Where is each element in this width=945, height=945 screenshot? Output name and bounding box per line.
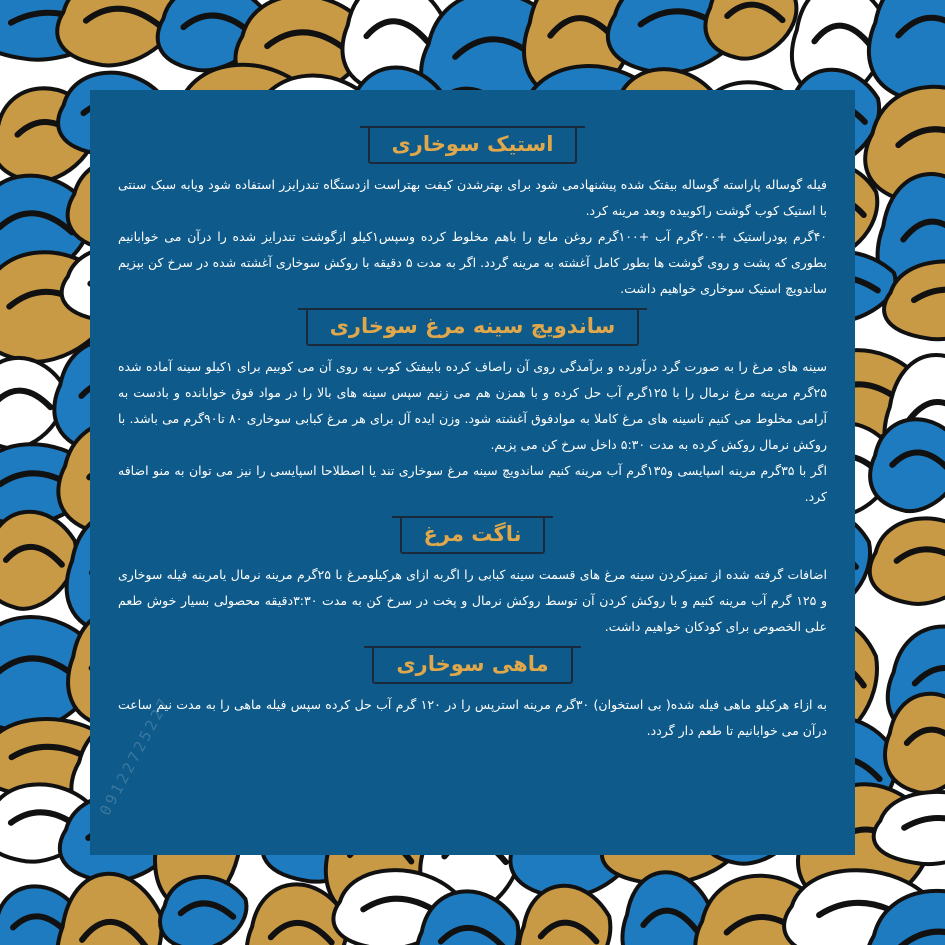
phone-watermark: 09122725227: [96, 693, 175, 819]
recipe-panel: [90, 90, 855, 855]
section-title-fish: ماهی سوخاری: [372, 646, 572, 684]
pattern-shape: [160, 877, 246, 945]
section-paragraph: فیله گوساله پاراسته گوساله بیفتک شده پیشنهادمی شود برای بهترشدن کیفت بهتراست ازدستگاه تندرایزر استفاده شود ویابه سبک سنتی با استیک کوب گوشت راکوبیده وبعد مرینه کرد.: [118, 177, 827, 218]
section-paragraph: اضافات گرفته شده از تمیزکردن سینه مرغ های قسمت سینه کبابی را اگربه ازای هرکیلومرغ با ۲۵گرم مرینه نرمال یامرینه فیله سوخاری و ۱۲۵ گرم آب مرینه کنیم و با روکش کردن آن توسط روکش نرمال و پخت در سرخ کن به مدت ۳:۳۰دقیقه محصولی بسیار خوش طعم علی الخصوص برای کودکان خواهیم داشت.: [118, 567, 827, 634]
section-title-nugget: ناگت مرغ: [400, 516, 546, 554]
section-title-steak: استیک سوخاری: [368, 126, 578, 164]
section-paragraph: ۴۰گرم پودراستیک +۲۰۰گرم آب +۱۰۰گرم روغن مایع را باهم مخلوط کرده وسپس۱کیلو ازگوشت تندرایز شده را درآن می خوابانیم بطوری که پشت و روی گوشت ها بطور کامل آغشته به مرینه گردد. اگر به مدت ۵ دقیقه با روکش سوخاری آغشته شده در سرخ کن بپزیم ساندویچ استیک سوخاری خواهیم داشت.: [118, 229, 828, 296]
section-paragraph: به ازاء هرکیلو ماهی فیله شده( بی استخوان) ۳۰گرم مرینه استرپس را در ۱۲۰ گرم آب حل کرده سپس فیله ماهی را به مدت نیم ساعت درآن می خوابانیم تا طعم دار گردد.: [118, 697, 827, 738]
section-paragraph: سینه های مرغ را به صورت گرد درآورده و برآمدگی روی آن راصاف کرده بابیفتک کوب به روی آن می کوبیم برای ۱کیلو سینه آماده شده ۲۵گرم مرینه مرغ نرمال را با ۱۲۵گرم آب حل کرده و با همزن هم می زنیم سپس سینه های بالا را در مواد فوق خوابانده و بادست به آرامی مخلوط می کنیم تاسینه های مرغ کاملا به موادفوق آغشته شود. وزن ایده آل برای هر مرغ کبابی سوخاری ۸۰ تا۹۰گرم می باشد. با روکش نرمال روکش کرده به مدت ۵:۳۰ داخل سرخ کن می پزیم.: [118, 359, 828, 452]
section-title-chicken-breast: ساندویچ سینه مرغ سوخاری: [306, 308, 640, 346]
section-paragraph: اگر با ۳۵گرم مرینه اسپایسی و۱۳۵گرم آب مرینه کنیم ساندویچ سینه مرغ سوخاری تند یا اصطلاحا اسپایسی را نیز می توان به منو اضافه کرد.: [118, 463, 827, 504]
